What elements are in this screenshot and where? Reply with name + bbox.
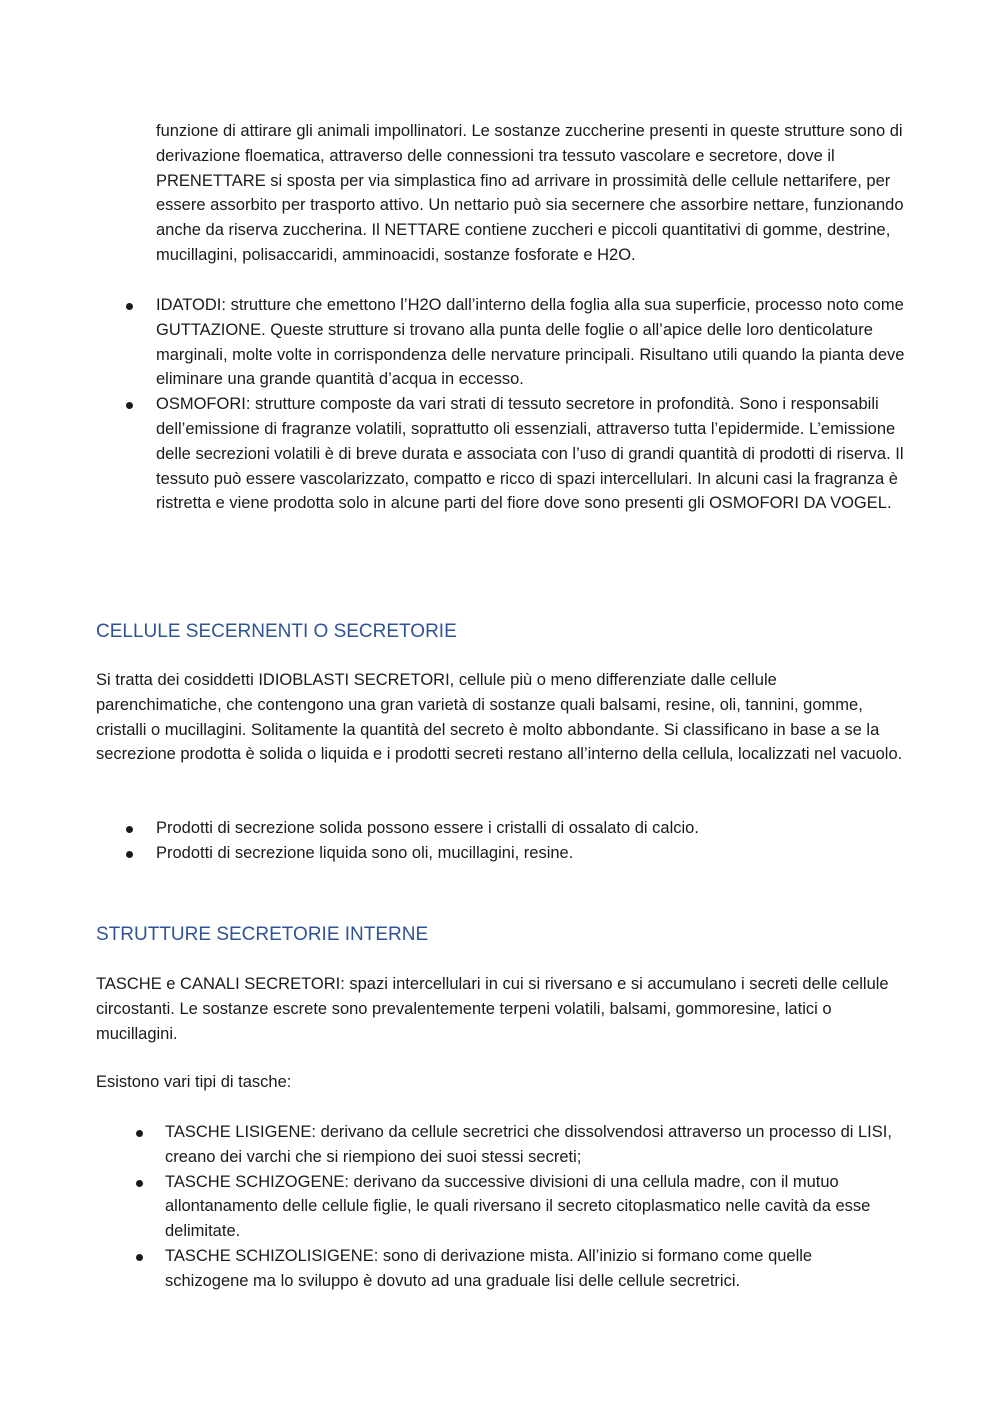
- cellule-secernenti-paragraph: Si tratta dei cosiddetti IDIOBLASTI SECRETORI, cellule più o meno differenziate dalle cellule parenchimatiche, che contengono una gran varietà di sostanze quali balsami, resine, oli, tannini, gomme, cristalli o mucillagini. Solitamente la quantità del secreto è molto abbondante. Si classificano in base a se la secrezione prodotta è solida o liquida e i prodotti secreti restano all’interno della cellula, localizzati nel vacuolo.: [96, 671, 903, 764]
- list-item-text: TASCHE SCHIZOGENE: derivano da successive divisioni di una cellula madre, con il mutuo allontanamento delle cellule figlie, le quali riversano il secreto citoplasmatico nelle cavità da esse delimitate.: [165, 1172, 871, 1241]
- bullet-icon: [136, 1254, 143, 1261]
- intro-continuation-paragraph: funzione di attirare gli animali impollinatori. Le sostanze zuccherine presenti in queste strutture sono di derivazione floematica, attraverso delle connessioni tra tessuto vascolare e secretore, dove il PRENETTARE si sposta per via simplastica fino ad arrivare in prossimità delle cellule nettarifere, per essere assorbito per trasporto attivo. Un nettario può sia secernere che assorbire nettare, funzionando anche da riserva zuccherina. Il NETTARE contiene zuccheri e piccoli quantitativi di gomme, destrine, mucillagini, polisaccaridi, amminoacidi, sostanze fosforate e H2O.: [156, 122, 904, 264]
- list-item-schizolisigene: [165, 1244, 900, 1294]
- bullet-icon: [136, 1180, 143, 1187]
- bullet-icon: [126, 826, 133, 833]
- list-item-text: IDATODI: strutture che emettono l’H2O dall’interno della foglia alla sua superficie, processo noto come GUTTAZIONE. Queste strutture si trovano alla punta delle foglie o all’apice delle loro denticolature marginali, molte volte in corrispondenza delle nervature principali. Risultano utili quando la pianta deve eliminare una grande quantità d’acqua in eccesso.: [156, 296, 905, 389]
- list-item: [156, 841, 906, 866]
- list-item-text: TASCHE LISIGENE: derivano da cellule secretrici che dissolvendosi attraverso un processo di LISI, creano dei varchi che si riempiono dei suoi stessi secreti;: [165, 1123, 892, 1166]
- list-item: [156, 816, 906, 841]
- bullet-icon: [126, 851, 133, 858]
- list-item-text: TASCHE SCHIZOLISIGENE: sono di derivazione mista. All’inizio si formano come quelle schizogene ma lo sviluppo è dovuto ad una graduale lisi delle cellule secretrici.: [165, 1246, 813, 1290]
- tasche-canali-paragraph: TASCHE e CANALI SECRETORI: spazi intercellulari in cui si riversano e si accumulano i secreti delle cellule circostanti. Le sostanze escrete sono prevalentemente terpeni volatili, balsami, gommoresine, latici o mucillagini.: [96, 975, 889, 1043]
- list-item-idatodi: [156, 293, 906, 392]
- bullet-icon: [126, 303, 133, 310]
- bullet-icon: [136, 1130, 143, 1137]
- bullet-icon: [126, 402, 133, 409]
- tasche-types-intro: Esistono vari tipi di tasche:: [96, 1073, 292, 1091]
- section-heading-cellule-secernenti: CELLULE SECERNENTI O SECRETORIE: [96, 621, 457, 642]
- list-item-text: OSMOFORI: strutture composte da vari strati di tessuto secretore in profondità. Sono i responsabili dell’emissione di fragranze volatili, soprattutto oli essenziali, attraverso tutta l’epidermide. L’emissione delle secrezioni volatili è di breve durata e associata con l’uso di grandi quantità di prodotti di riserva. Il tessuto può essere vascolarizzato, compatto e ricco di spazi intercellulari. In alcuni casi la fragranza è ristretta e viene prodotta solo in alcune parti del fiore dove sono presenti gli OSMOFORI DA VOGEL.: [156, 395, 904, 513]
- list-item-text: Prodotti di secrezione solida possono essere i cristalli di ossalato di calcio.: [156, 819, 699, 837]
- list-item-schizogene: [165, 1170, 900, 1244]
- secretory-structures-list: [156, 293, 906, 516]
- secretion-products-list: [156, 816, 906, 866]
- list-item-text: Prodotti di secrezione liquida sono oli, mucillagini, resine.: [156, 843, 574, 862]
- list-item-lisigene: [165, 1120, 900, 1170]
- section-heading-strutture-interne: STRUTTURE SECRETORIE INTERNE: [96, 924, 429, 945]
- list-item-osmofori: [156, 392, 906, 516]
- tasche-types-list: [165, 1120, 900, 1294]
